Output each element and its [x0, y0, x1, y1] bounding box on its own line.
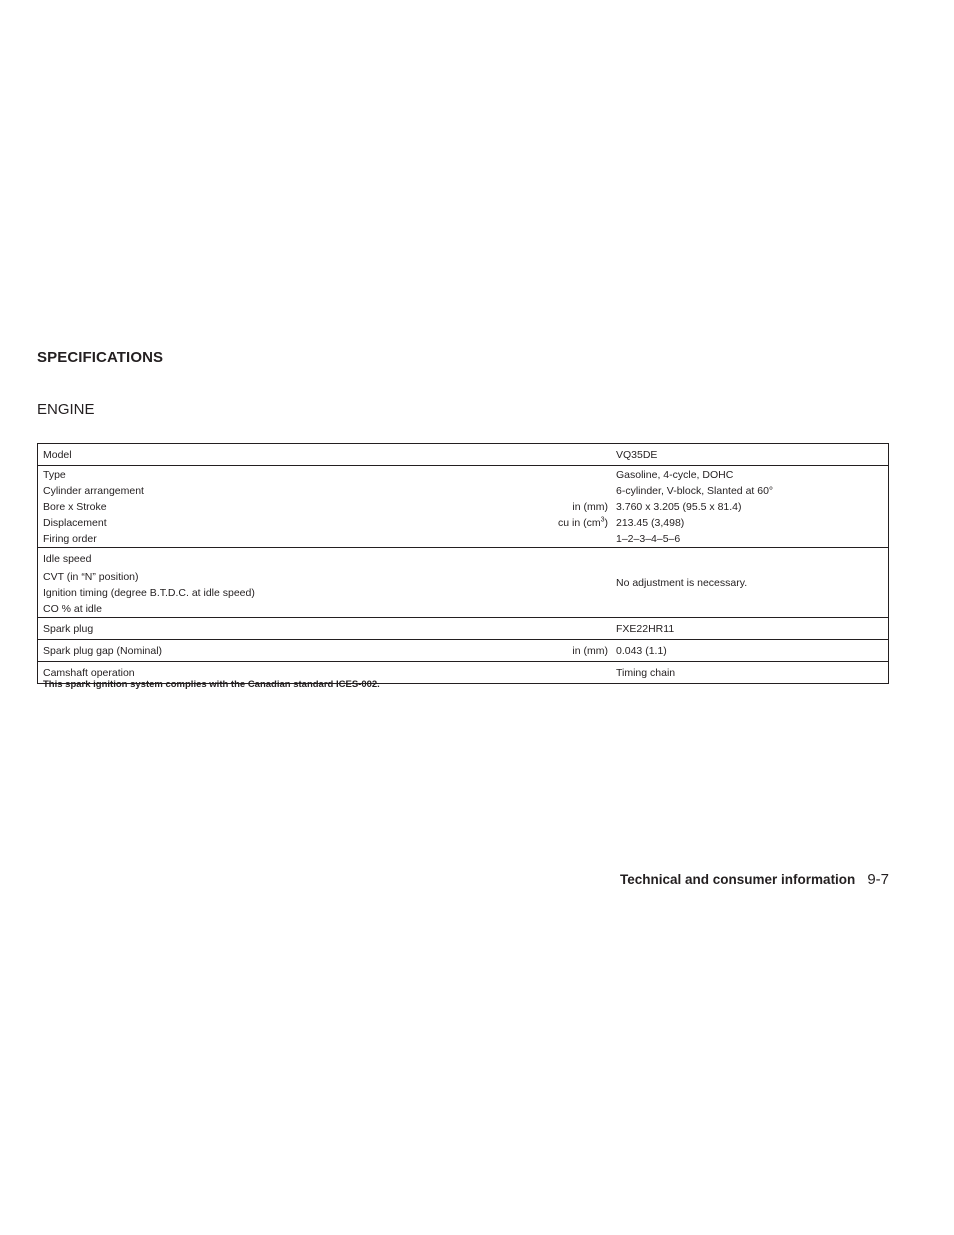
unit-displacement: cu in $(cm^3)$: [558, 516, 608, 529]
label-firing-order: Firing order: [43, 533, 97, 545]
label-spark-plug-gap: Spark plug gap (Nominal): [43, 645, 163, 657]
page-footer: [620, 871, 889, 888]
value-cylinder-arrangement: 6-cylinder, V-block, Slanted at 60°: [616, 485, 774, 497]
table-row-spark-plug-gap: [38, 640, 889, 662]
label-cvt: CVT (in “N” position): [43, 571, 139, 583]
ices-footnote: This spark ignition system complies with the Canadian standard ICES-002.: [43, 679, 380, 690]
value-bore-stroke: 3.760 x 3.205 (95.5 x 81.4): [616, 501, 742, 513]
value-spark-plug-gap: 0.043 (1.1): [616, 645, 667, 657]
label-cylinder-arrangement: Cylinder arrangement: [43, 485, 144, 497]
label-displacement: Displacement: [43, 517, 107, 529]
footer-chapter-title: Technical and consumer information: [620, 872, 856, 887]
label-ignition-timing: Ignition timing (degree B.T.D.C. at idle speed): [43, 587, 255, 599]
label-model: Model: [43, 449, 72, 461]
value-camshaft: Timing chain: [616, 667, 676, 679]
section-title: SPECIFICATIONS: [37, 349, 164, 366]
table-row-engine-basics: [38, 466, 889, 548]
value-model: VQ35DE: [616, 449, 658, 461]
footer-page-number: 9-7: [867, 871, 889, 888]
label-camshaft: Camshaft operation: [43, 667, 135, 679]
table-row-model: [38, 444, 889, 466]
value-type: Gasoline, 4-cycle, DOHC: [616, 469, 734, 481]
engine-subtitle: ENGINE: [37, 401, 95, 418]
value-displacement: 213.45 (3,498): [616, 517, 685, 529]
value-firing-order: 1–2–3–4–5–6: [616, 533, 681, 545]
label-type: Type: [43, 469, 66, 481]
table-row-idle: [38, 548, 889, 618]
label-bore-stroke: Bore x Stroke: [43, 501, 107, 513]
label-co-idle: CO % at idle: [43, 603, 102, 615]
engine-spec-table: [37, 443, 889, 684]
label-spark-plug: Spark plug: [43, 623, 94, 635]
value-idle-group: No adjustment is necessary.: [616, 576, 748, 589]
unit-bore-stroke: in (mm): [572, 501, 608, 513]
table-row-spark-plug: [38, 618, 889, 640]
value-spark-plug: FXE22HR11: [616, 623, 675, 635]
label-idle-speed: Idle speed: [43, 553, 92, 565]
unit-spark-plug-gap: in (mm): [572, 645, 608, 657]
